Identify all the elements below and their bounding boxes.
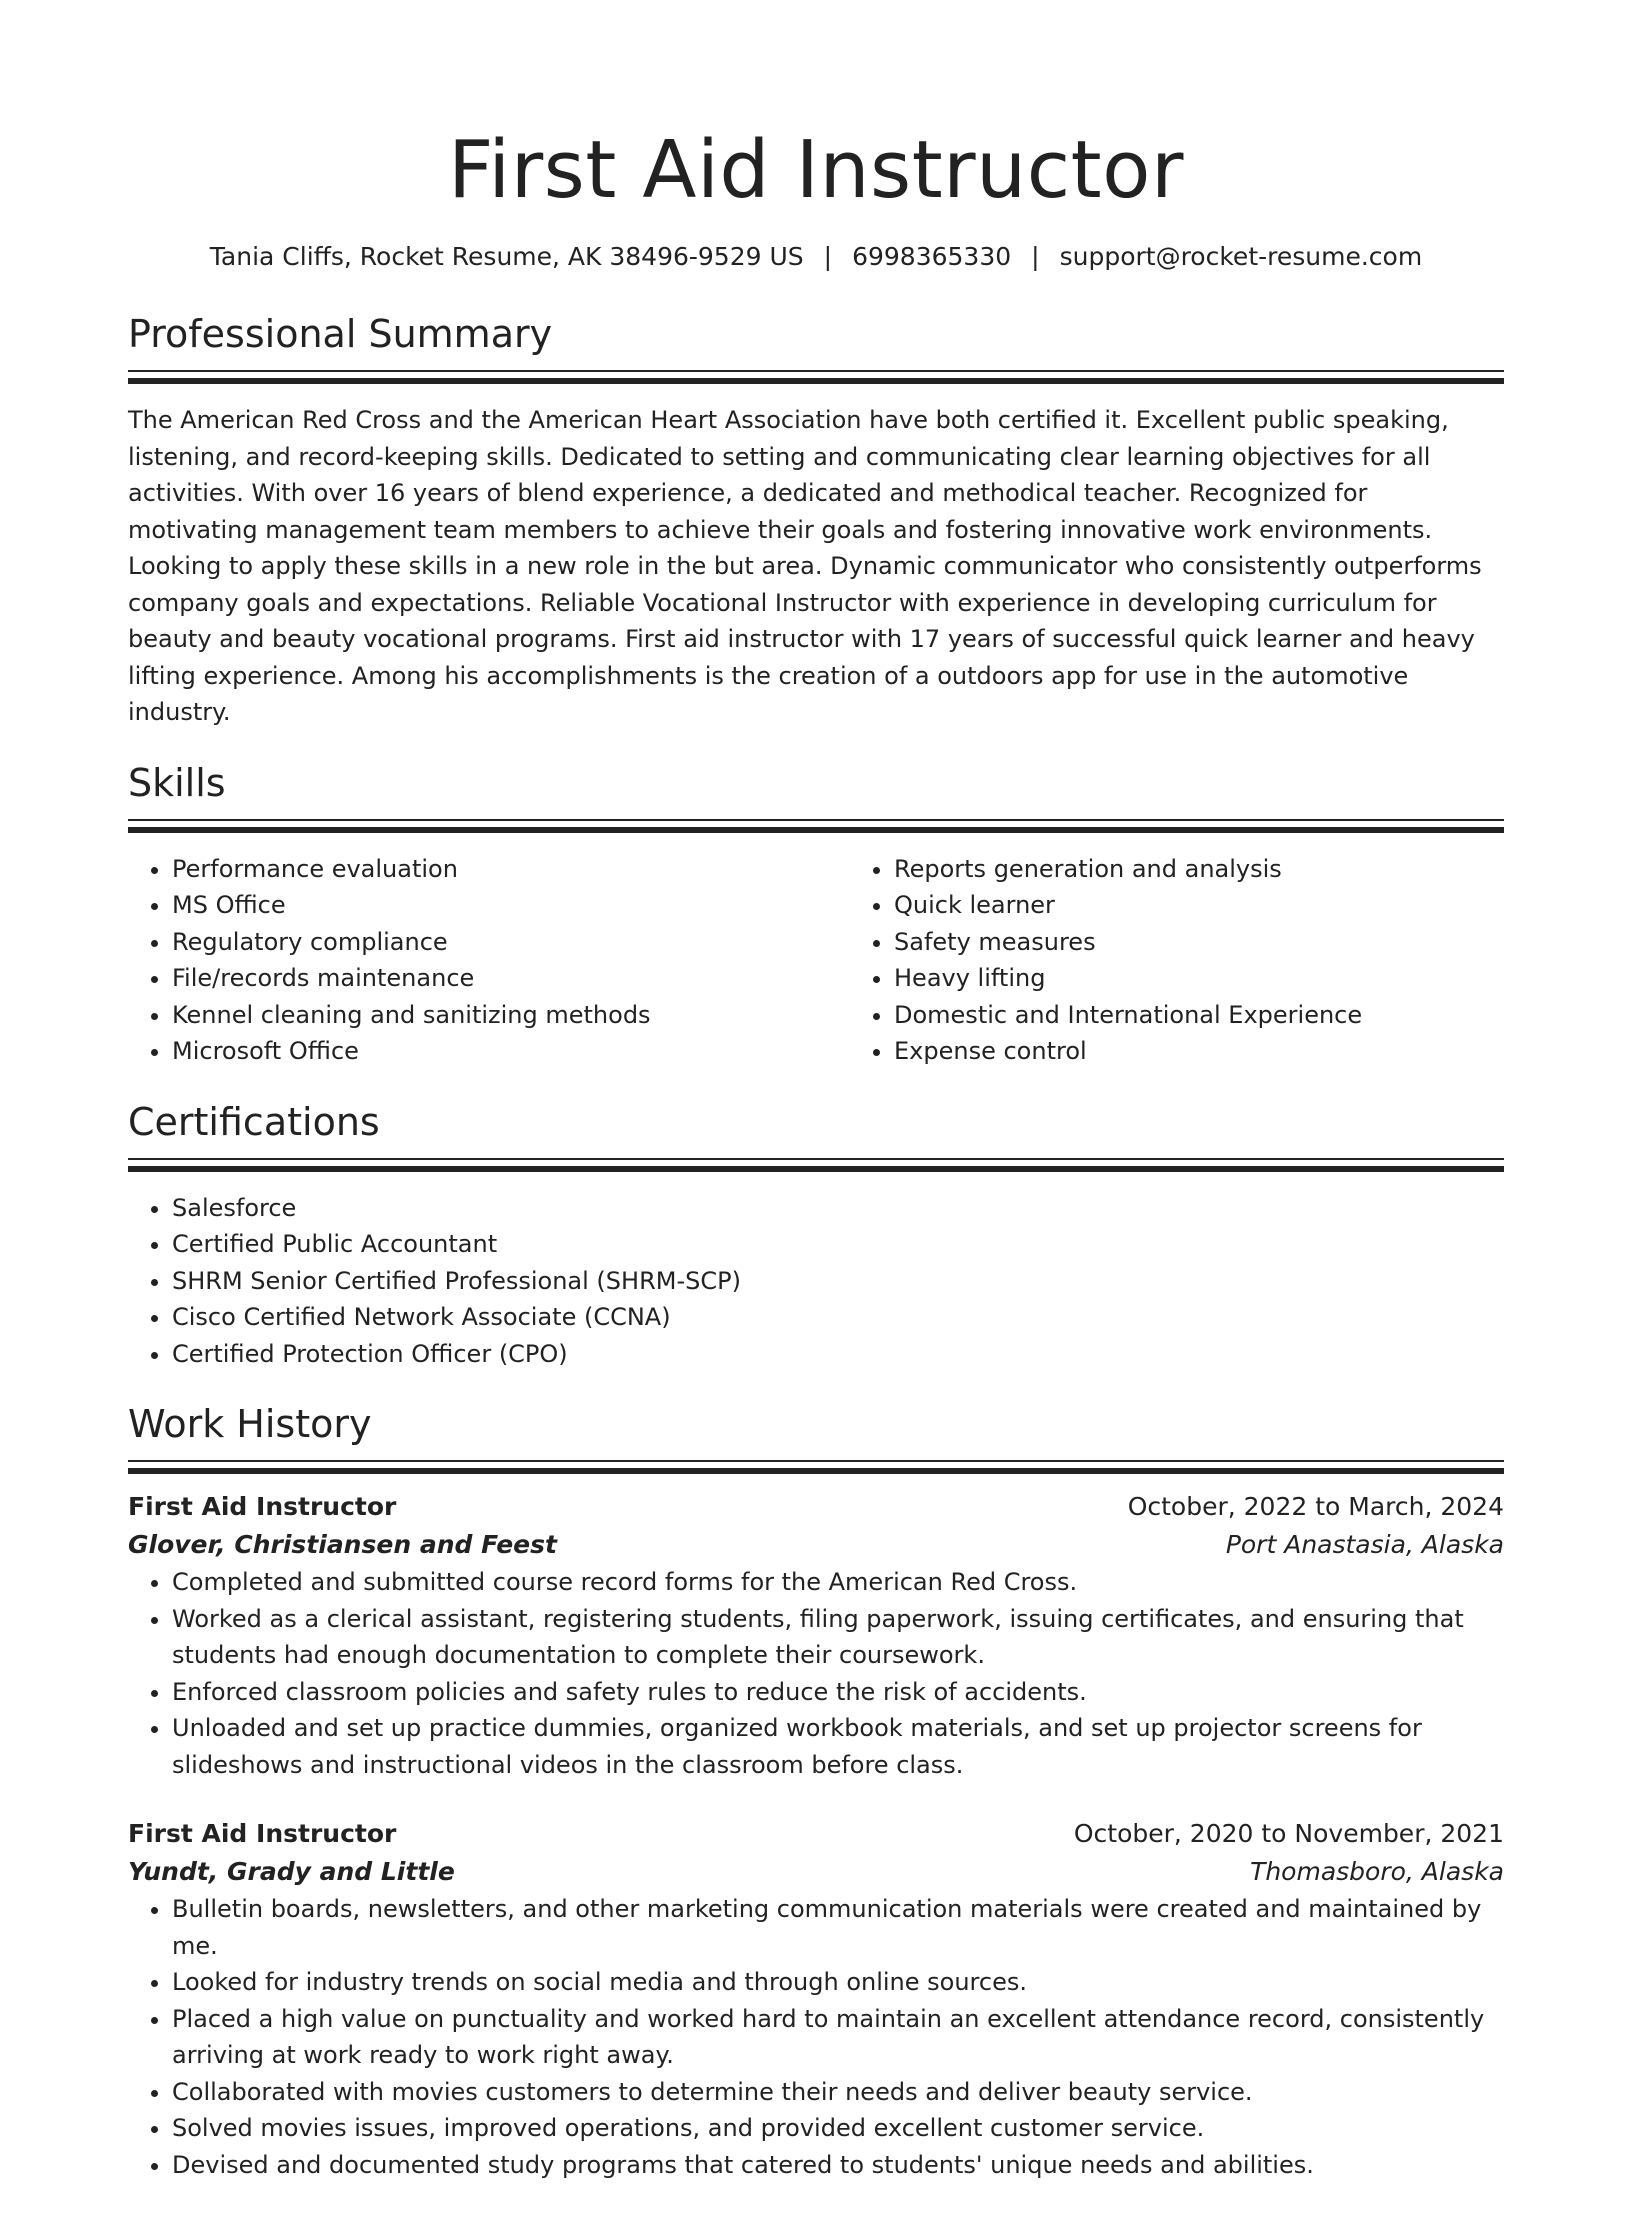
contact-email: support@rocket-resume.com [1059,242,1423,271]
skills-right-list [850,851,1572,1070]
job-duty: • Looked for industry trends on social media and through online sources. [172,1964,1504,2001]
job-duty: • Unloaded and set up practice dummies, organized workbook materials, and set up projector screens for slideshows and instructional videos in the classroom before class. [172,1710,1504,1783]
contact-phone: 6998365330 [852,242,1012,271]
job-duty: • Completed and submitted course record forms for the American Red Cross. [172,1564,1504,1601]
section-divider [128,819,1504,833]
certification-item: • Salesforce [172,1190,1504,1227]
skill-item: • Quick learner [894,887,1572,924]
job-dates: October, 2020 to November, 2021 [1073,1819,1504,1848]
job-title: First Aid Instructor [128,1492,397,1521]
resume-title: First Aid Instructor [448,124,1184,216]
certification-item: • Certified Public Accountant [172,1226,1504,1263]
job-header [128,1488,1504,1526]
summary-text: The American Red Cross and the American Heart Association have both certified it. Excellent public speaking, listening, and record-keeping skills. Dedicated to setting and communicating clear learning objectives for all activities. With over 16 years of blend experience, a dedicated and methodical teacher. Recognized for motivating management team members to achieve their goals and fostering innovative work environments. Looking to apply these skills in a new role in the but area. Dynamic communicator who consistently outperforms company goals and expectations. Reliable Vocational Instructor with experience in developing curriculum for beauty and beauty vocational programs. First aid instructor with 17 years of successful quick learner and heavy lifting experience. Among his accomplishments is the creation of a outdoors app for use in the automotive industry. [128,406,1482,726]
skill-item: • Heavy lifting [894,960,1572,997]
job-company: Yundt, Grady and Little [128,1857,455,1886]
job-company: Glover, Christiansen and Feest [128,1530,557,1559]
job-duty: • Solved movies issues, improved operations, and provided excellent customer service. [172,2110,1504,2147]
skill-item: • Reports generation and analysis [894,851,1572,888]
job-entry [128,1815,1504,2183]
job-duty: • Enforced classroom policies and safety rules to reduce the risk of accidents. [172,1674,1504,1711]
summary-section [128,310,1504,731]
skill-item: • File/records maintenance [172,960,850,997]
contact-line [128,240,1504,274]
job-header [128,1815,1504,1853]
section-divider [128,1460,1504,1474]
job-entry [128,1488,1504,1783]
resume-page [128,0,1504,2215]
job-location: Thomasboro, Alaska [1250,1857,1504,1886]
job-duty: • Worked as a clerical assistant, registering students, filing paperwork, issuing certificates, and ensuring that students had enough documentation to complete their coursework. [172,1601,1504,1674]
skill-item: • Regulatory compliance [172,924,850,961]
contact-address: Tania Cliffs, Rocket Resume, AK 38496-9529 US [209,242,804,271]
job-location: Port Anastasia, Alaska [1225,1530,1504,1559]
work-history-heading: Work History [128,1402,372,1446]
contact-separator: | [823,242,833,271]
skill-item: • Domestic and International Experience [894,997,1572,1034]
work-history-section [128,1400,1504,2183]
skill-item: • MS Office [172,887,850,924]
certifications-list [128,1190,1504,1373]
section-divider [128,370,1504,384]
skills-section [128,759,1504,1070]
job-subheader [128,1526,1504,1564]
certifications-heading: Certifications [128,1099,380,1144]
job-duty: • Devised and documented study programs that catered to students' unique needs and abilities. [172,2147,1504,2184]
summary-heading: Professional Summary [128,312,553,356]
skill-item: • Expense control [894,1033,1572,1070]
certification-item: • SHRM Senior Certified Professional (SHRM-SCP) [172,1263,1504,1300]
job-duty: • Placed a high value on punctuality and worked hard to maintain an excellent attendance record, consistently arriving at work ready to work right away. [172,2001,1504,2074]
job-duties-list [128,1891,1504,2183]
skills-heading: Skills [128,760,226,805]
skill-item: • Kennel cleaning and sanitizing methods [172,997,850,1034]
job-title: First Aid Instructor [128,1819,397,1848]
certification-item: • Certified Protection Officer (CPO) [172,1336,1504,1373]
certifications-section [128,1098,1504,1373]
job-duty: • Collaborated with movies customers to determine their needs and deliver beauty service. [172,2074,1504,2111]
skill-item: • Safety measures [894,924,1572,961]
job-duty: • Bulletin boards, newsletters, and other marketing communication materials were created and maintained by me. [172,1891,1504,1964]
skill-item: • Performance evaluation [172,851,850,888]
contact-separator: | [1031,242,1040,271]
skill-item: • Microsoft Office [172,1033,850,1070]
skills-left-list [128,851,850,1070]
certification-item: • Cisco Certified Network Associate (CCNA) [172,1299,1504,1336]
section-divider [128,1158,1504,1172]
job-subheader [128,1853,1504,1891]
job-dates: October, 2022 to March, 2024 [1127,1492,1504,1521]
job-duties-list [128,1564,1504,1783]
skills-grid [128,851,1504,1070]
